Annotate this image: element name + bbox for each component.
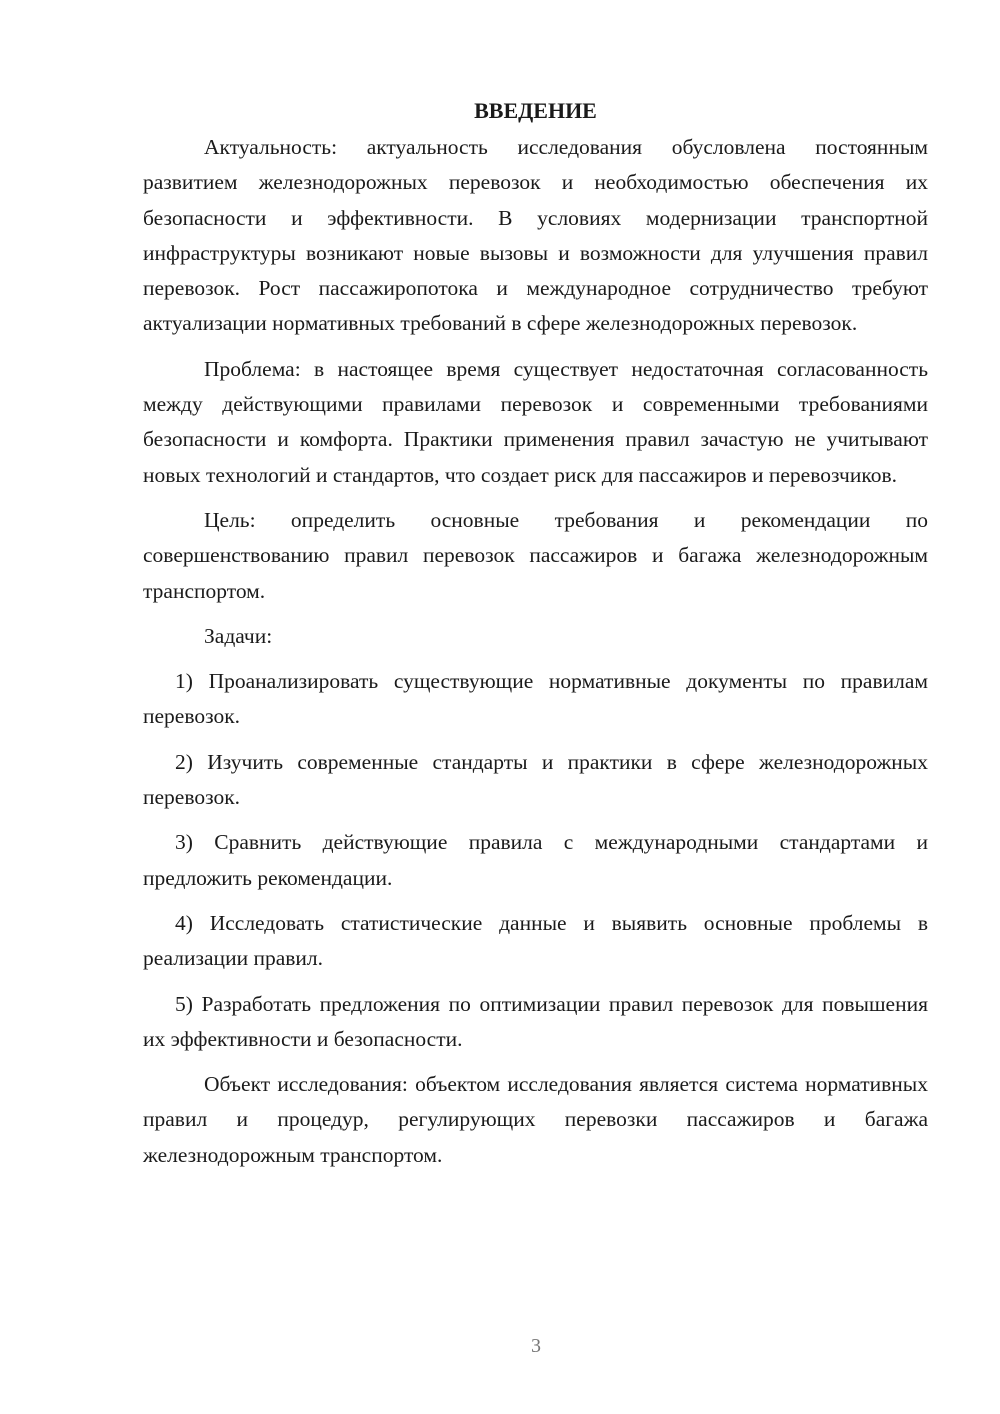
relevance-paragraph: Актуальность: актуальность исследования обусловлена постоянным развитием железнодорожных перевозок и необходимостью обеспечения их безопасности и эффективности. В условиях модернизации транспортной инфраструктуры возникают новые вызовы и возможности для улучшения правил перевозок. Рост пассажиропотока и международное сотрудничество требуют актуализации нормативных требований в сфере железнодорожных перевозок. (143, 135, 928, 336)
tasks-heading: Задачи: (204, 623, 273, 648)
goal-paragraph: Цель: определить основные требования и рекомендации по совершенствованию правил перевозок пассажиров и багажа железнодорожным транспортом. (143, 507, 928, 603)
object-paragraph: Объект исследования: объектом исследования является система нормативных правил и процедур, регулирующих перевозки пассажиров и багажа железнодорожным транспортом. (143, 1072, 928, 1167)
problem-paragraph: Проблема: в настоящее время существует недостаточная согласованность между действующими правилами перевозок и современными требованиями безопасности и комфорта. Практики применения правил зачастую не учитывают новых технологий и стандартов, что создает риск для пассажиров и перевозчиков. (143, 356, 928, 487)
section-title: ВВЕДЕНИЕ (474, 98, 597, 123)
document-page (143, 96, 928, 1183)
task-item-4: 4) Исследовать статистические данные и выявить основные проблемы в реализации правил. (143, 910, 928, 971)
task-item-1: 1) Проанализировать существующие нормативные документы по правилам перевозок. (143, 669, 928, 729)
task-item-2: 2) Изучить современные стандарты и практики в сфере железнодорожных перевозок. (143, 749, 928, 810)
task-item-5: 5) Разработать предложения по оптимизации правил перевозок для повышения их эффективности и безопасности. (143, 991, 928, 1051)
page-number: 3 (531, 1335, 541, 1357)
task-item-3: 3) Сравнить действующие правила с международными стандартами и предложить рекомендации. (143, 830, 928, 890)
